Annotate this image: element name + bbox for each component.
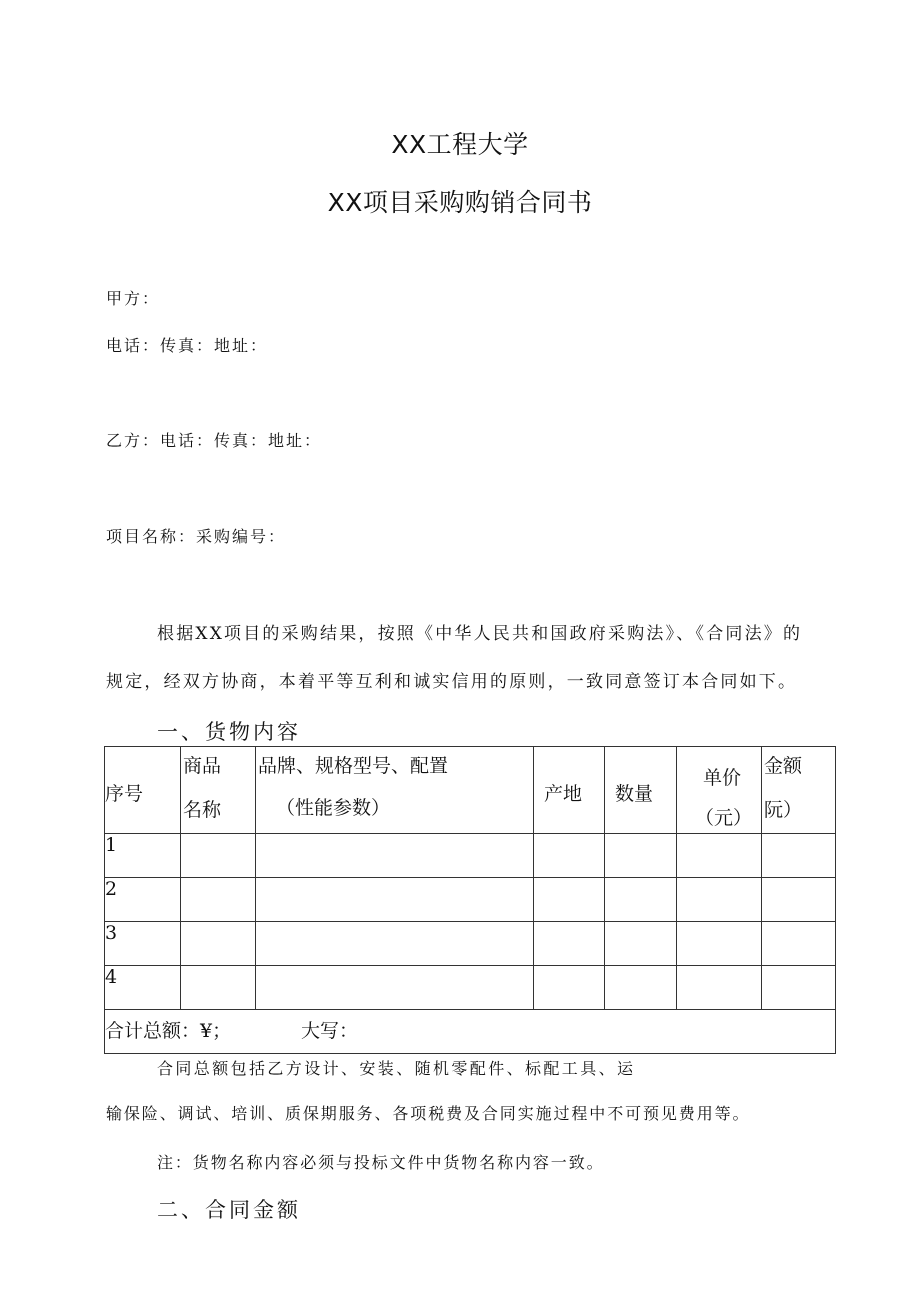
table-cell	[762, 922, 836, 966]
header-name	[181, 747, 256, 834]
table-cell	[762, 878, 836, 922]
section-2-heading: 二、合同金额	[157, 1198, 301, 1222]
table-row	[105, 966, 836, 1010]
table-cell	[256, 922, 534, 966]
note-1-line-1: 合同总额包括乙方设计、安装、随机零配件、标配工具、运	[157, 1059, 636, 1078]
header-name-line1: 商品	[183, 755, 222, 777]
row-seq	[105, 878, 181, 922]
table-cell	[181, 834, 256, 878]
table-cell	[762, 834, 836, 878]
intro-line-2: 规定，经双方协商，本着平等互利和诚实信用的原则，一致同意签订本合同如下。	[106, 672, 798, 692]
header-price	[677, 747, 762, 834]
header-origin	[534, 747, 605, 834]
table-cell	[534, 922, 605, 966]
table-total-row	[105, 1010, 836, 1054]
header-seq-text: 序号	[105, 783, 144, 805]
table-cell	[534, 966, 605, 1010]
header-brand-line1: 品牌、规格型号、配置	[258, 755, 449, 777]
table-cell	[677, 878, 762, 922]
party-a-contact-line: 电话：传真：地址：	[106, 336, 269, 355]
table-row	[105, 834, 836, 878]
row-seq-text: 3	[105, 922, 118, 944]
table-cell	[605, 834, 677, 878]
row-seq	[105, 834, 181, 878]
table-cell	[677, 966, 762, 1010]
row-seq-text: 2	[105, 878, 118, 900]
header-amount-line1: 金额	[764, 755, 803, 777]
party-a-line: 甲方：	[106, 289, 161, 308]
table-cell	[181, 878, 256, 922]
table-cell	[534, 834, 605, 878]
table-row	[105, 922, 836, 966]
table-cell	[256, 966, 534, 1010]
university-title: XX工程大学	[391, 130, 529, 159]
table-row	[105, 878, 836, 922]
table-cell	[181, 966, 256, 1010]
table-cell	[605, 966, 677, 1010]
intro-line-1: 根据XX项目的采购结果，按照《中华人民共和国政府采购法》、《合同法》的	[157, 624, 803, 644]
table-cell	[534, 878, 605, 922]
header-seq	[105, 747, 181, 834]
table-cell	[605, 878, 677, 922]
header-origin-text: 产地	[544, 783, 583, 805]
goods-table	[104, 746, 836, 1054]
table-cell	[762, 966, 836, 1010]
header-qty-text: 数量	[615, 783, 654, 805]
header-amount-line2: 阮）	[764, 799, 803, 821]
header-price-line2: （元）	[695, 807, 753, 829]
capital-amount-label: 大写：	[301, 1020, 359, 1042]
table-cell	[677, 834, 762, 878]
header-qty	[605, 747, 677, 834]
row-seq-text: 4	[105, 966, 118, 988]
table-cell	[256, 834, 534, 878]
row-seq	[105, 966, 181, 1010]
total-cell	[105, 1010, 836, 1054]
header-name-line2: 名称	[183, 799, 222, 821]
row-seq	[105, 922, 181, 966]
party-b-line: 乙方：电话：传真：地址：	[106, 431, 323, 450]
header-brand	[256, 747, 534, 834]
contract-title: XX项目采购购销合同书	[327, 188, 593, 217]
header-price-line1: 单价	[703, 767, 742, 789]
section-1-heading: 一、货物内容	[157, 720, 301, 744]
note-2: 注：货物名称内容必须与投标文件中货物名称内容一致。	[157, 1153, 605, 1172]
project-line: 项目名称：采购编号：	[106, 527, 287, 546]
total-amount-label: 合计总额：¥；	[105, 1020, 232, 1042]
table-header-row	[105, 747, 836, 834]
table-cell	[677, 922, 762, 966]
header-brand-line2: （性能参数）	[276, 797, 391, 819]
table-cell	[256, 878, 534, 922]
row-seq-text: 1	[105, 834, 118, 856]
table-cell	[181, 922, 256, 966]
table-cell	[605, 922, 677, 966]
note-1-line-2: 输保险、调试、培训、质保期服务、各项税费及合同实施过程中不可预见费用等。	[106, 1104, 751, 1123]
header-amount	[762, 747, 836, 834]
